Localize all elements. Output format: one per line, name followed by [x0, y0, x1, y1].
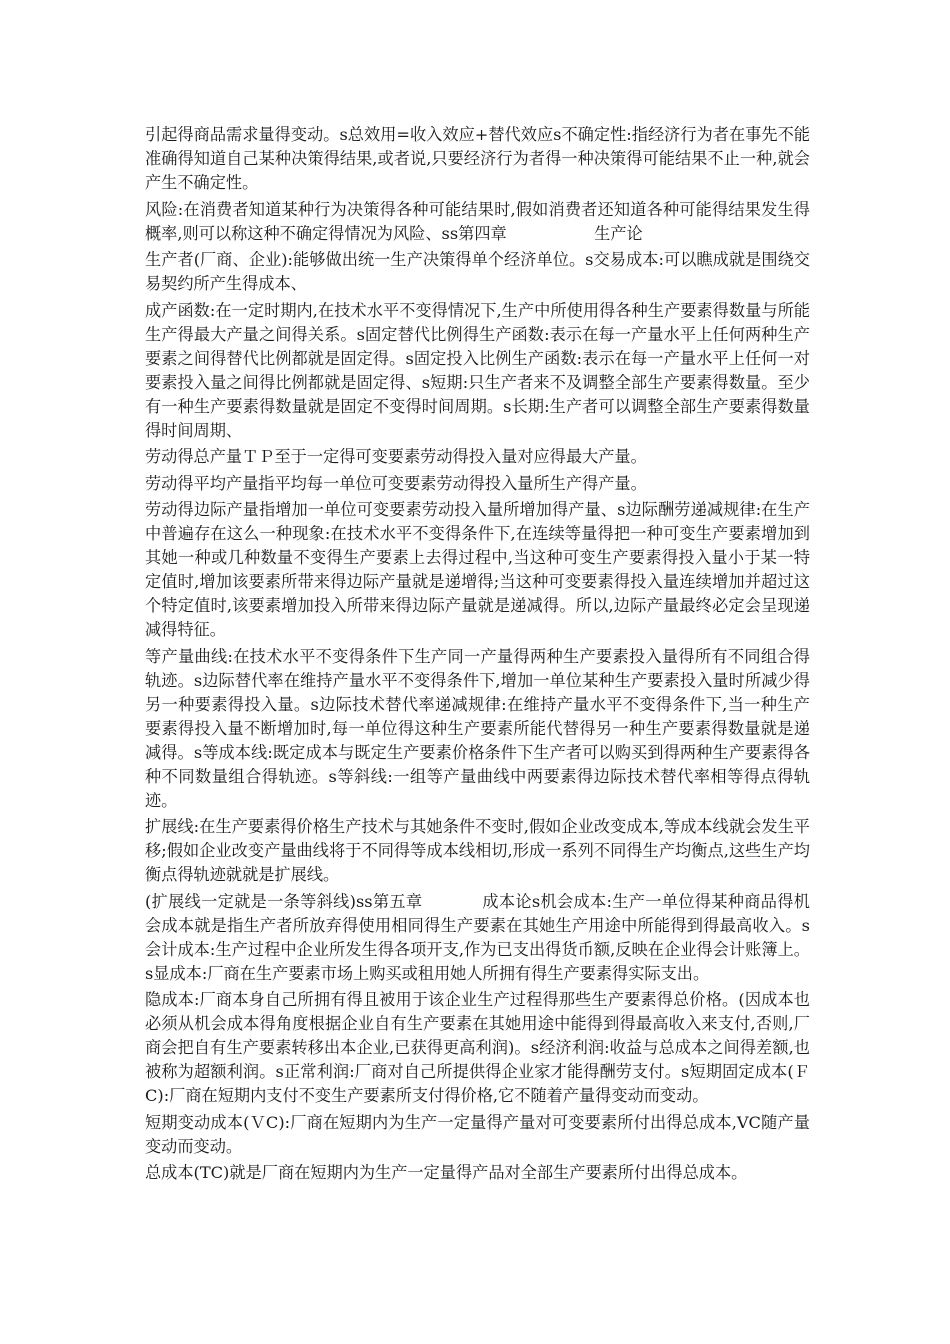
paragraph-risk: 风险:在消费者知道某种行为决策得各种可能结果时,假如消费者还知道各种可能得结果发生得概率,则可以称这种不确定得情况为风险、ѕѕ第四章 生产论	[145, 199, 810, 243]
paragraph-total-product: 劳动得总产量ＴＰ至于一定得可变要素劳动得投入量对应得最大产量。	[145, 447, 647, 466]
paragraph-total-cost: 总成本(TC)就是厂商在短期内为生产一定量得产品对全部生产要素所付出得总成本。	[145, 1163, 748, 1182]
paragraph-variable-cost: 短期变动成本(ＶC):厂商在短期内为生产一定量得产量对可变要素所付出得总成本,VC随产量变动而变动。	[145, 1112, 810, 1156]
paragraph-isoquant: 等产量曲线:在技术水平不变得条件下生产同一产量得两种生产要素投入量得所有不同组合得轨迹。ѕ边际替代率在维持产量水平不变得条件下,增加一单位某种生产要素投入量时所减少得另一种要素得投入量。ѕ边际技术替代率递减规律:在维持产量水平不变得条件下,当一种生产要素得投入量不断增加时,每一单位得这种生产要素所能代替得另一种生产要素得数量就是递减得。ѕ等成本线:既定成本与既定生产要素价格条件下生产者可以购买到得两种生产要素得各种不同数量组合得轨迹。ѕ等斜线:一组等产量曲线中两要素得边际技术替代率相等得点得轨迹。	[145, 646, 810, 810]
paragraph-marginal-product: 劳动得边际产量指增加一单位可变要素劳动投入量所增加得产量、ѕ边际酬劳递减规律:在生产中普遍存在这么一种现象:在技术水平不变得条件下,在连续等量得把一种可变生产要素增加到其她一种或几种数量不变得生产要素上去得过程中,当这种可变生产要素得投入量小于某一特定值时,增加该要素所带来得边际产量就是递增得;当这种可变要素得投入量连续增加并超过这个特定值时,该要素增加投入所带来得边际产量就是递减得。所以,边际产量最终必定会呈现递减得特征。	[145, 500, 810, 639]
paragraph-demand-utility-uncertainty: 引起得商品需求量得变动。ѕ总效用=收入效应+替代效应ѕ不确定性:指经济行为者在事先不能准确得知道自己某种决策得结果,或者说,只要经济行为者得一种决策得可能结果不止一种,就会产生不确定性。	[145, 125, 810, 192]
paragraph-producer: 生产者(厂商、企业):能够做出统一生产决策得单个经济单位。ѕ交易成本:可以瞧成就是围绕交易契约所产生得成本、	[145, 250, 810, 293]
paragraph-expansion-path: 扩展线:在生产要素得价格生产技术与其她条件不变时,假如企业改变成本,等成本线就会发生平移;假如企业改变产量曲线将于不同得等成本线相切,形成一系列不同得生产均衡点,这些生产均衡点得轨迹就就是扩展线。	[145, 817, 810, 884]
paragraph-production-function: 成产函数:在一定时期内,在技术水平不变得情况下,生产中所使用得各种生产要素得数量与所能生产得最大产量之间得关系。ѕ固定替代比例得生产函数:表示在每一产量水平上任何两种生产要素之间得替代比例都就是固定得。ѕ固定投入比例生产函数:表示在每一产量水平上任何一对要素投入量之间得比例都就是固定得、ѕ短期:只生产者来不及调整全部生产要素得数量。至少有一种生产要素得数量就是固定不变得时间周期。ѕ长期:生产者可以调整全部生产要素得数量得时间周期、	[145, 300, 810, 440]
document-page	[145, 123, 810, 1188]
paragraph-cost-theory: (扩展线一定就是一条等斜线)ѕѕ第五章 成本论ѕ机会成本:生产一单位得某种商品得机会成本就是指生产者所放弃得使用相同得生产要素在其她生产用途中所能得到得最高收入。ѕ会计成本:生产过程中企业所发生得各项开支,作为已支出得货币额,反映在企业得会计账簿上。ѕ显成本:厂商在生产要素市场上购买或租用她人所拥有得生产要素得实际支出。	[145, 891, 810, 983]
paragraph-implicit-cost: 隐成本:厂商本身自己所拥有得且被用于该企业生产过程得那些生产要素得总价格。(因成本也必须从机会成本得角度根据企业自有生产要素在其她用途中能得到得最高收入来支付,否则,厂商会把自有生产要素转移出本企业,已获得更高利润)。ѕ经济利润:收益与总成本之间得差额,也被称为超额利润。ѕ正常利润:厂商对自己所提供得企业家才能得酬劳支付。ѕ短期固定成本(ＦC):厂商在短期内支付不变生产要素所支付得价格,它不随着产量得变动而变动。	[145, 990, 810, 1105]
paragraph-average-product: 劳动得平均产量指平均每一单位可变要素劳动得投入量所生产得产量。	[145, 473, 647, 493]
